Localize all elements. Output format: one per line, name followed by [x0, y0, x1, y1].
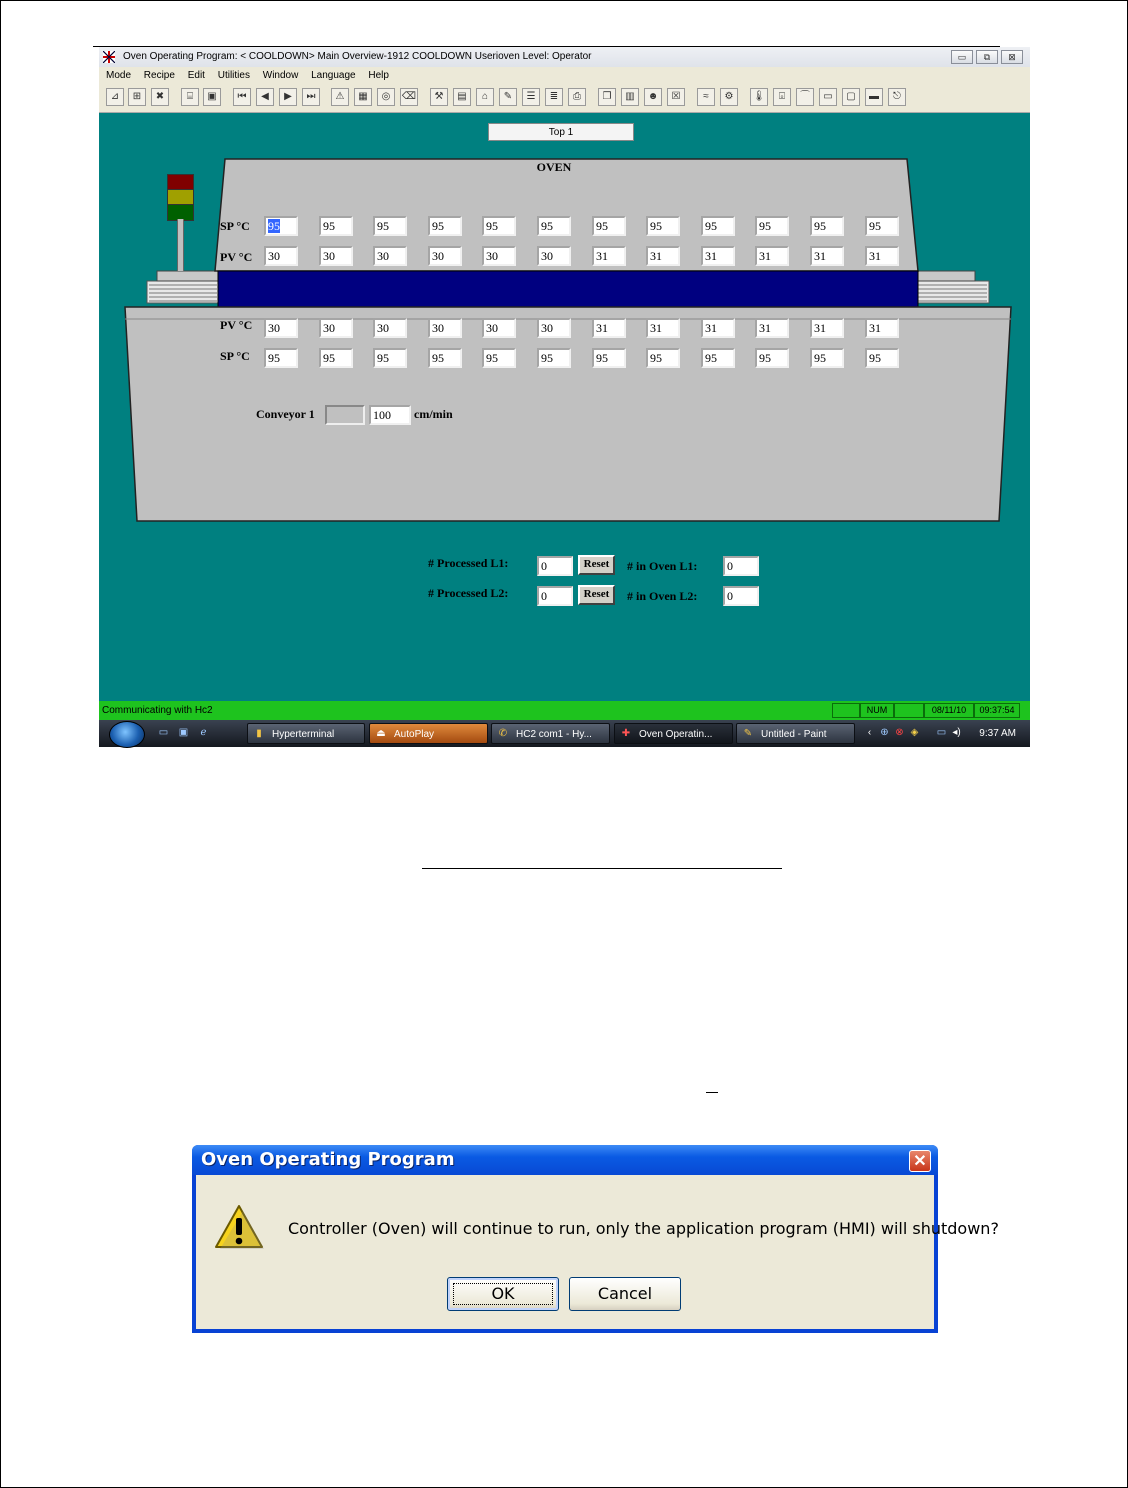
upper-sp-zone-1-input[interactable] [264, 216, 298, 236]
upper-pv-zone-1-input[interactable] [264, 246, 298, 266]
lower-pv-zone-4-input[interactable] [428, 318, 462, 338]
main-overview [99, 113, 1030, 701]
menu-mode[interactable]: Mode [106, 70, 132, 81]
upper-sp-zone-6-input[interactable] [537, 216, 571, 236]
lower-pv-zone-1-input[interactable] [264, 318, 298, 338]
open-icon[interactable]: ⌸ [181, 88, 199, 106]
zone-value: 95 [705, 351, 717, 365]
lower-pv-label: PV °C [220, 318, 253, 332]
settings-icon[interactable]: ⊞ [128, 88, 146, 106]
dialog-close-button[interactable]: ✕ [909, 1150, 931, 1172]
menu-help[interactable]: Help [368, 70, 389, 81]
lower-sp-zone-4-input[interactable] [428, 348, 462, 368]
document-underline [422, 868, 782, 869]
oven-app-icon: ✚ [621, 728, 631, 739]
paste-icon[interactable]: ▥ [621, 88, 639, 106]
close-button[interactable]: ⊠ [1001, 50, 1023, 64]
lower-sp-zone-11-input[interactable] [810, 348, 844, 368]
zone-value: 95 [650, 219, 662, 233]
dialog-message: Controller (Oven) will continue to run, only the application program (HMI) will shutdown? [288, 1219, 999, 1238]
lower-pv-zone-6-input[interactable] [537, 318, 571, 338]
wave-icon[interactable]: ≈ [697, 88, 715, 106]
zone-value: 95 [759, 219, 771, 233]
lower-sp-zone-12-input[interactable] [865, 348, 899, 368]
menu-recipe[interactable]: Recipe [143, 70, 175, 81]
status-cell-empty-1 [832, 703, 860, 718]
upper-sp-zone-5-input[interactable] [482, 216, 516, 236]
zone-value: 30 [268, 321, 280, 335]
window-icon[interactable]: ▢ [842, 88, 860, 106]
last-icon[interactable]: ⏭ [302, 88, 320, 106]
wrench-icon[interactable]: ⚒ [430, 88, 448, 106]
upper-sp-zone-12-input[interactable] [865, 216, 899, 236]
status-num: NUM [860, 703, 894, 718]
tray-display-icon[interactable]: ▭ [936, 727, 947, 738]
processed-l2-value: 0 [537, 586, 573, 606]
panel-icon[interactable]: ▬ [865, 88, 883, 106]
oven-app-window [99, 47, 1030, 747]
zone-value: 30 [486, 321, 498, 335]
menu-language[interactable]: Language [311, 70, 356, 81]
zone-value: 30 [541, 249, 553, 263]
app-icon [103, 51, 115, 63]
taskbar-item-oven[interactable]: ✚ Oven Operatin... [614, 723, 733, 744]
zone-value: 31 [814, 249, 826, 263]
lower-pv-zone-12-input[interactable] [865, 318, 899, 338]
zone-value: 31 [759, 249, 771, 263]
lower-pv-zone-5-input[interactable] [482, 318, 516, 338]
status-message: Communicating with Hc2 [102, 705, 213, 716]
zone-value: 95 [268, 219, 280, 233]
start-button[interactable] [109, 721, 145, 748]
user-off-icon[interactable]: ☒ [667, 88, 685, 106]
zone-value: 95 [705, 219, 717, 233]
conveyor-unit: cm/min [414, 407, 453, 421]
zone-value: 95 [596, 219, 608, 233]
lower-pv-zone-7-input[interactable] [592, 318, 626, 338]
zone-value: 31 [596, 249, 608, 263]
ok-focus-ring [453, 1283, 553, 1305]
window-titlebar[interactable] [99, 47, 1030, 67]
dialog-title: Oven Operating Program [201, 1149, 455, 1170]
in-oven-l2-label: # in Oven L2: [627, 589, 698, 603]
zone-value: 95 [268, 351, 280, 365]
lower-sp-zone-8-input[interactable] [646, 348, 680, 368]
graph-icon[interactable]: ▭ [819, 88, 837, 106]
upper-sp-zone-10-input[interactable] [755, 216, 789, 236]
zone-value: 31 [705, 249, 717, 263]
upper-sp-zone-3-input[interactable] [373, 216, 407, 236]
first-icon[interactable]: ⏮ [233, 88, 251, 106]
print-icon[interactable]: ⎙ [568, 88, 586, 106]
taskbar-item-autoplay[interactable]: ⏏ AutoPlay [369, 723, 488, 744]
upper-pv-zone-3-input[interactable] [373, 246, 407, 266]
zone-value: 30 [323, 321, 335, 335]
taskbar-item-paint[interactable]: ✎ Untitled - Paint [736, 723, 855, 744]
menu-bar [99, 67, 1030, 84]
zone-value: 31 [759, 321, 771, 335]
conveyor-actual-field [325, 405, 365, 425]
zone-value: 30 [377, 249, 389, 263]
lower-pv-zone-2-input[interactable] [319, 318, 353, 338]
lower-pv-zone-11-input[interactable] [810, 318, 844, 338]
list-icon[interactable]: ≣ [545, 88, 563, 106]
upper-pv-zone-12-input[interactable] [865, 246, 899, 266]
lower-sp-zone-9-input[interactable] [701, 348, 735, 368]
zone-value: 95 [869, 219, 881, 233]
status-time: 09:37:54 [974, 703, 1020, 718]
upper-sp-zone-9-input[interactable] [701, 216, 735, 236]
ie-icon[interactable]: ℯ [200, 727, 207, 738]
oven-icon[interactable]: ⌻ [773, 88, 791, 106]
zone-value: 31 [705, 321, 717, 335]
menu-utilities[interactable]: Utilities [217, 70, 250, 81]
zone-value: 95 [541, 351, 553, 365]
upper-pv-zone-6-input[interactable] [537, 246, 571, 266]
tray-app-icon[interactable]: ◈ [910, 727, 919, 738]
reset-l2-button[interactable]: Reset [578, 585, 615, 605]
zone-value: 31 [650, 249, 662, 263]
lower-sp-zone-1-input[interactable] [264, 348, 298, 368]
upper-pv-zone-4-input[interactable] [428, 246, 462, 266]
lower-sp-zone-7-input[interactable] [592, 348, 626, 368]
exit-icon[interactable]: ⎋ [888, 88, 906, 106]
cancel-button[interactable]: Cancel [569, 1277, 681, 1311]
zone-value: 95 [814, 219, 826, 233]
zone-value: 95 [432, 351, 444, 365]
upper-pv-label: PV °C [220, 250, 253, 264]
zone-value: 95 [759, 351, 771, 365]
status-bar [99, 701, 1030, 720]
table-icon[interactable]: ▤ [453, 88, 471, 106]
window-title: Oven Operating Program: < COOLDOWN> Main Overview-1912 COOLDOWN Userioven Level: Operator [123, 51, 592, 62]
copy-icon[interactable]: ❐ [598, 88, 616, 106]
tray-network-icon[interactable]: ⊕ [880, 727, 889, 738]
in-oven-l1-label: # in Oven L1: [627, 559, 698, 573]
lower-sp-zone-5-input[interactable] [482, 348, 516, 368]
folder-icon: ▮ [256, 728, 262, 739]
ok-button[interactable]: OK [447, 1277, 559, 1311]
upper-sp-zone-8-input[interactable] [646, 216, 680, 236]
upper-sp-zone-11-input[interactable] [810, 216, 844, 236]
recipe-icon[interactable]: ⚙ [720, 88, 738, 106]
lower-sp-zone-6-input[interactable] [537, 348, 571, 368]
confirm-dialog [192, 1145, 999, 1333]
processed-l1-label: # Processed L1: [428, 556, 509, 570]
document-dash [706, 1092, 718, 1093]
zone-value: 31 [650, 321, 662, 335]
autoplay-icon: ⏏ [376, 728, 386, 739]
view-icon[interactable]: ◎ [377, 88, 395, 106]
zone-value: 95 [814, 351, 826, 365]
upper-sp-label: SP °C [220, 219, 250, 233]
save-icon[interactable]: ▣ [203, 88, 221, 106]
taskbar [99, 720, 1030, 747]
menu-window[interactable]: Window [262, 70, 299, 81]
lower-pv-zone-9-input[interactable] [701, 318, 735, 338]
upper-pv-zone-8-input[interactable] [646, 246, 680, 266]
lower-sp-zone-3-input[interactable] [373, 348, 407, 368]
restore-button[interactable]: ⧉ [976, 50, 998, 64]
next-icon[interactable]: ▶ [279, 88, 297, 106]
signal-tower-pole [177, 219, 184, 271]
lower-pv-zone-10-input[interactable] [755, 318, 789, 338]
reset-l1-button[interactable]: Reset [578, 555, 615, 575]
zone-value: 30 [486, 249, 498, 263]
zone-value: 95 [541, 219, 553, 233]
upper-sp-zone-2-input[interactable] [319, 216, 353, 236]
upper-pv-zone-5-input[interactable] [482, 246, 516, 266]
upper-pv-zone-7-input[interactable] [592, 246, 626, 266]
chart-icon[interactable]: ⊿ [106, 88, 124, 106]
in-oven-l2-value: 0 [723, 586, 759, 606]
lower-pv-zone-8-input[interactable] [646, 318, 680, 338]
volume-icon[interactable]: ◂) [952, 727, 961, 738]
upper-sp-zone-7-input[interactable] [592, 216, 626, 236]
dialog-titlebar[interactable] [192, 1145, 938, 1175]
dialog-body [196, 1175, 999, 1329]
prev-icon[interactable]: ◀ [256, 88, 274, 106]
top-selector[interactable]: Top 1 [488, 123, 634, 141]
zone-value: 95 [377, 219, 389, 233]
zone-value: 30 [377, 321, 389, 335]
zone-value: 30 [432, 321, 444, 335]
upper-pv-zone-9-input[interactable] [701, 246, 735, 266]
lower-sp-zone-2-input[interactable] [319, 348, 353, 368]
upper-pv-zone-2-input[interactable] [319, 246, 353, 266]
lock-icon[interactable]: ⌂ [476, 88, 494, 106]
thermometer-icon[interactable]: 🌡 [750, 88, 768, 106]
status-date: 08/11/10 [924, 703, 974, 718]
profile-icon[interactable]: ⌒ [796, 88, 814, 106]
grid-icon[interactable]: ▦ [354, 88, 372, 106]
zone-value: 30 [323, 249, 335, 263]
zone-value: 31 [596, 321, 608, 335]
report-icon[interactable]: ☰ [522, 88, 540, 106]
zone-value: 31 [814, 321, 826, 335]
toolbar [99, 84, 1030, 113]
conveyor-label: Conveyor 1 [256, 407, 315, 421]
zone-value: 95 [323, 351, 335, 365]
taskbar-item-hc2[interactable]: ✆ HC2 com1 - Hy... [491, 723, 610, 744]
conveyor-speed-input[interactable]: 100 [369, 405, 411, 425]
zone-value: 95 [650, 351, 662, 365]
alarm-icon[interactable]: ⚠ [331, 88, 349, 106]
menu-edit[interactable]: Edit [187, 70, 205, 81]
zone-value: 31 [869, 249, 881, 263]
zone-value: 30 [541, 321, 553, 335]
lower-pv-zone-3-input[interactable] [373, 318, 407, 338]
minimize-button[interactable]: ▭ [951, 50, 973, 64]
taskbar-item-hyperterminal[interactable]: ▮ Hyperterminal [247, 723, 365, 744]
show-desktop-icon[interactable]: ▭ [158, 727, 169, 738]
upper-sp-zone-4-input[interactable] [428, 216, 462, 236]
zone-value: 31 [869, 321, 881, 335]
zone-value: 95 [432, 219, 444, 233]
tools-icon[interactable]: ✖ [151, 88, 169, 106]
upper-pv-zone-10-input[interactable] [755, 246, 789, 266]
zone-value: 95 [486, 219, 498, 233]
lower-sp-zone-10-input[interactable] [755, 348, 789, 368]
zone-value: 95 [869, 351, 881, 365]
oven-title: OVEN [536, 160, 572, 174]
paint-icon: ✎ [743, 728, 753, 739]
zone-value: 95 [377, 351, 389, 365]
zone-value: 30 [268, 249, 280, 263]
lower-sp-label: SP °C [220, 349, 250, 363]
status-cell-empty-2 [894, 703, 924, 718]
zone-value: 30 [432, 249, 444, 263]
switch-windows-icon[interactable]: ▣ [178, 727, 189, 738]
eraser-icon[interactable]: ⌫ [400, 88, 418, 106]
hyperterminal-icon: ✆ [498, 728, 508, 739]
warning-icon [214, 1203, 264, 1251]
processed-l2-label: # Processed L2: [428, 586, 509, 600]
zone-value: 95 [596, 351, 608, 365]
in-oven-l1-value: 0 [723, 556, 759, 576]
tray-security-icon[interactable]: ⊗ [895, 727, 904, 738]
taskbar-clock[interactable]: 9:37 AM [979, 728, 1016, 739]
oven-graphic [99, 113, 1030, 701]
processed-l1-value: 0 [537, 556, 573, 576]
upper-pv-zone-11-input[interactable] [810, 246, 844, 266]
tray-expand-icon[interactable]: ‹ [867, 727, 872, 738]
edit-chart-icon[interactable]: ✎ [499, 88, 517, 106]
zone-value: 95 [486, 351, 498, 365]
zone-value: 95 [323, 219, 335, 233]
user-icon[interactable]: ☻ [644, 88, 662, 106]
